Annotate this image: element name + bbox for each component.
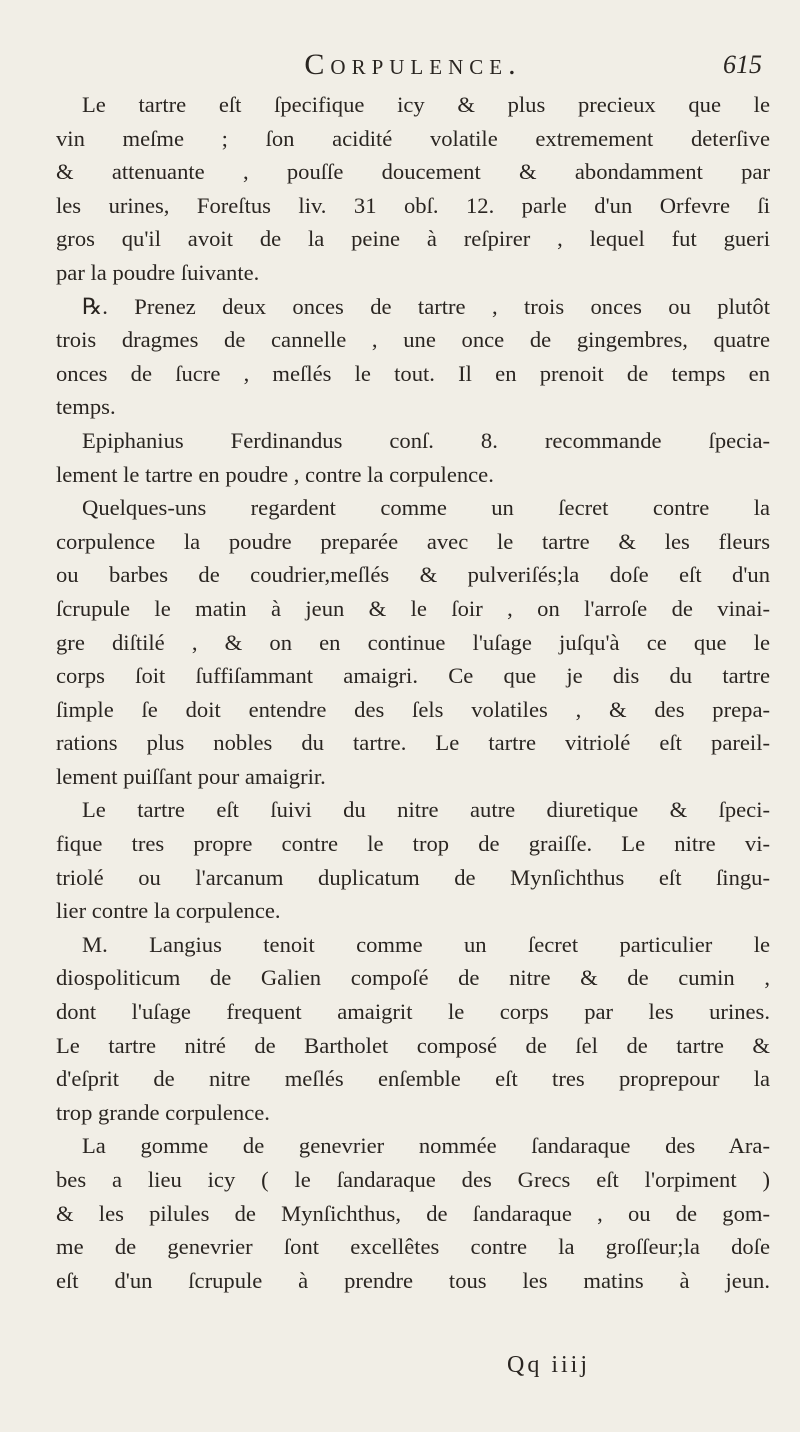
- text-line: par la poudre ſuivante.: [56, 259, 260, 285]
- text-line: gre diſtilé , & on en continue l'uſage juſqu'à ce que le: [56, 629, 770, 655]
- text-line: Epiphanius Ferdinandus conſ. 8. recommande ſpecia-: [82, 427, 770, 453]
- text-line: eſt d'un ſcrupule à prendre tous les matins à jeun.: [56, 1267, 770, 1293]
- text-line: & attenuante , pouſſe doucement & abondamment par: [56, 159, 770, 185]
- text-line: temps.: [56, 394, 116, 420]
- text-line: dont l'uſage frequent amaigrit le corps par les urines.: [56, 999, 770, 1025]
- text-line: gros qu'il avoit de la peine à reſpirer , lequel fut gueri: [56, 226, 770, 252]
- text-line: Le tartre eſt ſuivi du nitre autre diuretique & ſpeci-: [82, 797, 770, 823]
- text-line: Le tartre eſt ſpecifique icy & plus precieux que le: [82, 92, 770, 117]
- text-line: Le tartre nitré de Bartholet composé de ſel de tartre &: [56, 1032, 770, 1058]
- text-line: & les pilules de Mynſichthus, de ſandaraque , ou de gom-: [56, 1200, 770, 1226]
- text-line: fique tres propre contre le trop de graiſſe. Le nitre vi-: [56, 831, 770, 857]
- text-line: me de genevrier ſont excellêtes contre la groſſeur;la doſe: [56, 1234, 770, 1260]
- text-line: onces de ſucre , meſlés le tout. Il en prenoit de temps en: [56, 360, 770, 386]
- text-line: corps ſoit ſuffiſammant amaigri. Ce que je dis du tartre: [56, 663, 770, 689]
- text-line: bes a lieu icy ( le ſandaraque des Grecs eſt l'orpiment ): [56, 1167, 770, 1192]
- text-line: ſcrupule le matin à jeun & le ſoir , on l'arroſe de vinai-: [56, 595, 770, 621]
- page-number: 615: [723, 50, 762, 79]
- text-line: lement puiſſant pour amaigrir.: [56, 763, 326, 789]
- text-line: triolé ou l'arcanum duplicatum de Mynſichthus eſt ſingu-: [56, 864, 770, 890]
- text-line: les urines, Foreſtus liv. 31 obſ. 12. parle d'un Orfevre ſi: [56, 192, 770, 218]
- text-line: ℞. Prenez deux onces de tartre , trois onces ou plutôt: [82, 293, 770, 319]
- signature-mark: Qq iiij: [506, 1352, 590, 1378]
- running-head: [56, 48, 770, 88]
- text-line: diospoliticum de Galien compoſé de nitre & de cumin ,: [56, 965, 770, 991]
- text-line: d'eſprit de nitre meſlés enſemble eſt tres proprepour la: [56, 1066, 770, 1092]
- text-line: lement le tartre en poudre , contre la corpulence.: [56, 461, 494, 487]
- text-line: rations plus nobles du tartre. Le tartre vitriolé eſt pareil-: [56, 730, 770, 756]
- body-text: [56, 88, 770, 1297]
- text-line: vin meſme ; ſon acidité volatile extremement deterſive: [56, 125, 770, 151]
- text-line: lier contre la corpulence.: [56, 898, 281, 924]
- text-line: corpulence la poudre preparée avec le tartre & les fleurs: [56, 528, 770, 554]
- text-line: trois dragmes de cannelle , une once de gingembres, quatre: [56, 327, 770, 353]
- text-line: M. Langius tenoit comme un ſecret particulier le: [82, 931, 770, 957]
- text-line: ſimple ſe doit entendre des ſels volatiles , & des prepa-: [56, 696, 770, 722]
- text-line: trop grande corpulence.: [56, 1099, 270, 1125]
- running-title: Corpulence.: [304, 48, 522, 81]
- text-line: ou barbes de coudrier,meſlés & pulveriſés;la doſe eſt d'un: [56, 562, 770, 588]
- text-line: Quelques-uns regardent comme un ſecret contre la: [82, 495, 770, 521]
- text-line: La gomme de genevrier nommée ſandaraque des Ara-: [82, 1133, 770, 1159]
